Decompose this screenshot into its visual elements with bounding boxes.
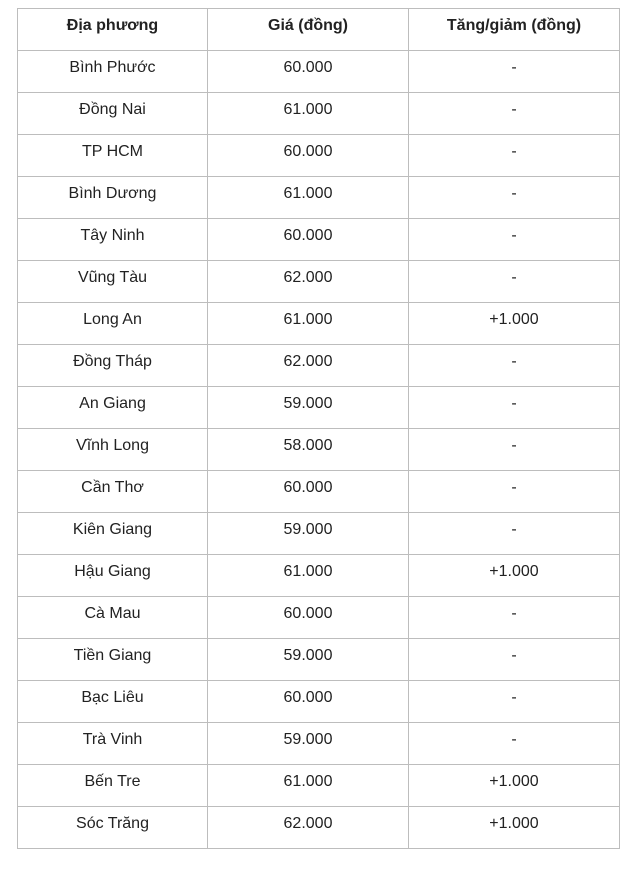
cell-price: 62.000 — [208, 261, 409, 303]
cell-region: Kiên Giang — [18, 513, 208, 555]
table-row — [18, 681, 620, 723]
cell-region: Trà Vinh — [18, 723, 208, 765]
table-row — [18, 219, 620, 261]
cell-change: - — [409, 219, 620, 261]
cell-change: - — [409, 135, 620, 177]
cell-price: 60.000 — [208, 681, 409, 723]
price-table — [17, 8, 620, 849]
cell-price: 61.000 — [208, 303, 409, 345]
cell-change: - — [409, 51, 620, 93]
table-row — [18, 303, 620, 345]
table-header-row — [18, 9, 620, 51]
cell-region: Bình Dương — [18, 177, 208, 219]
cell-price: 59.000 — [208, 639, 409, 681]
table-row — [18, 261, 620, 303]
cell-price: 60.000 — [208, 471, 409, 513]
cell-region: Cà Mau — [18, 597, 208, 639]
table-row — [18, 429, 620, 471]
table-row — [18, 345, 620, 387]
cell-region: Đồng Nai — [18, 93, 208, 135]
table-row — [18, 135, 620, 177]
table-row — [18, 639, 620, 681]
table-row — [18, 597, 620, 639]
header-change: Tăng/giảm (đồng) — [409, 9, 620, 51]
cell-price: 61.000 — [208, 177, 409, 219]
cell-region: Bến Tre — [18, 765, 208, 807]
cell-change: - — [409, 261, 620, 303]
table-row — [18, 555, 620, 597]
table-row — [18, 807, 620, 849]
cell-price: 60.000 — [208, 597, 409, 639]
cell-change: - — [409, 597, 620, 639]
cell-region: Tây Ninh — [18, 219, 208, 261]
cell-region: Đồng Tháp — [18, 345, 208, 387]
table-body — [18, 51, 620, 849]
cell-price: 62.000 — [208, 807, 409, 849]
cell-change: +1.000 — [409, 555, 620, 597]
header-price: Giá (đồng) — [208, 9, 409, 51]
table-row — [18, 93, 620, 135]
cell-change: +1.000 — [409, 807, 620, 849]
cell-change: - — [409, 471, 620, 513]
table-row — [18, 387, 620, 429]
cell-region: Long An — [18, 303, 208, 345]
cell-region: Tiền Giang — [18, 639, 208, 681]
table-row — [18, 513, 620, 555]
table-row — [18, 177, 620, 219]
cell-price: 61.000 — [208, 93, 409, 135]
cell-change: - — [409, 513, 620, 555]
cell-change: - — [409, 93, 620, 135]
cell-price: 62.000 — [208, 345, 409, 387]
table-row — [18, 765, 620, 807]
cell-price: 58.000 — [208, 429, 409, 471]
cell-region: Vũng Tàu — [18, 261, 208, 303]
cell-price: 59.000 — [208, 513, 409, 555]
cell-price: 60.000 — [208, 219, 409, 261]
header-region: Địa phương — [18, 9, 208, 51]
cell-region: Sóc Trăng — [18, 807, 208, 849]
cell-region: Bạc Liêu — [18, 681, 208, 723]
table-row — [18, 471, 620, 513]
cell-price: 59.000 — [208, 723, 409, 765]
cell-region: An Giang — [18, 387, 208, 429]
cell-region: Vĩnh Long — [18, 429, 208, 471]
cell-change: - — [409, 387, 620, 429]
cell-region: TP HCM — [18, 135, 208, 177]
cell-price: 60.000 — [208, 51, 409, 93]
cell-price: 61.000 — [208, 765, 409, 807]
cell-price: 60.000 — [208, 135, 409, 177]
table-row — [18, 723, 620, 765]
cell-price: 59.000 — [208, 387, 409, 429]
cell-change: - — [409, 681, 620, 723]
table-row — [18, 51, 620, 93]
cell-change: - — [409, 429, 620, 471]
cell-change: +1.000 — [409, 765, 620, 807]
cell-change: +1.000 — [409, 303, 620, 345]
cell-change: - — [409, 345, 620, 387]
cell-change: - — [409, 639, 620, 681]
cell-region: Cần Thơ — [18, 471, 208, 513]
cell-change: - — [409, 177, 620, 219]
cell-region: Hậu Giang — [18, 555, 208, 597]
cell-region: Bình Phước — [18, 51, 208, 93]
cell-price: 61.000 — [208, 555, 409, 597]
cell-change: - — [409, 723, 620, 765]
